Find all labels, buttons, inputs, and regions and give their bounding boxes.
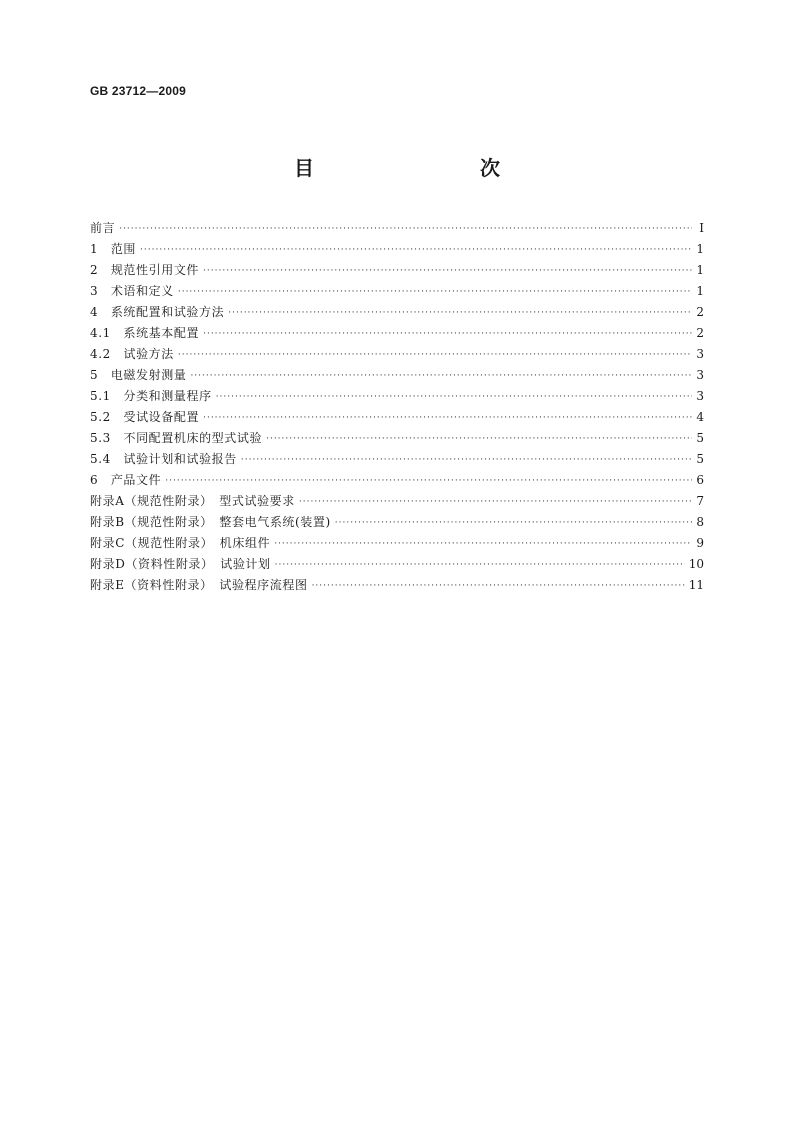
toc-entry-2[interactable]	[90, 260, 704, 281]
toc-page-number: 3	[696, 368, 704, 382]
toc-leader-dots	[165, 471, 692, 492]
toc-entry-4-1[interactable]	[90, 323, 704, 344]
toc-label: 5.1 分类和测量程序	[90, 389, 212, 403]
toc-page-number: Ⅰ	[699, 221, 704, 235]
toc-leader-dots	[203, 408, 692, 429]
toc-label: 附录E（资料性附录） 试验程序流程图	[90, 578, 308, 592]
toc-page-number: 3	[696, 347, 704, 361]
toc-label: 4.1 系统基本配置	[90, 326, 200, 340]
toc-entry-6[interactable]	[90, 470, 704, 491]
toc-page-number: 5	[696, 431, 704, 445]
toc-leader-dots	[228, 303, 692, 324]
toc-label: 5 电磁发射测量	[90, 368, 187, 382]
table-of-contents	[90, 218, 704, 596]
toc-label: 附录C（规范性附录） 机床组件	[90, 536, 271, 550]
toc-leader-dots	[178, 282, 692, 303]
toc-label: 6 产品文件	[90, 473, 162, 487]
toc-page-number: 1	[696, 263, 704, 277]
toc-page-number: 1	[696, 242, 704, 256]
toc-entry-appendix-a[interactable]	[90, 491, 704, 512]
toc-leader-dots	[312, 576, 685, 597]
toc-entry-appendix-b[interactable]	[90, 512, 704, 533]
toc-page-number: 2	[696, 326, 704, 340]
toc-leader-dots	[275, 555, 685, 576]
toc-entry-appendix-d[interactable]	[90, 554, 704, 575]
toc-label: 2 规范性引用文件	[90, 263, 200, 277]
toc-leader-dots	[216, 387, 692, 408]
toc-page-number: 2	[696, 305, 704, 319]
toc-entry-3[interactable]	[90, 281, 704, 302]
toc-label: 5.2 受试设备配置	[90, 410, 200, 424]
toc-label: 5.3 不同配置机床的型式试验	[90, 431, 263, 445]
toc-leader-dots	[266, 429, 692, 450]
toc-label: 附录D（资料性附录） 试验计划	[90, 557, 271, 571]
toc-entry-1[interactable]	[90, 239, 704, 260]
toc-leader-dots	[119, 219, 692, 240]
toc-page-number: 1	[696, 284, 704, 298]
toc-entry-5[interactable]	[90, 365, 704, 386]
toc-page-number: 3	[696, 389, 704, 403]
toc-leader-dots	[299, 492, 692, 513]
toc-page-number: 10	[688, 557, 704, 571]
toc-entry-4-2[interactable]	[90, 344, 704, 365]
toc-leader-dots	[203, 324, 692, 345]
toc-leader-dots	[140, 240, 692, 261]
toc-leader-dots	[178, 345, 692, 366]
toc-page-number: 9	[696, 536, 704, 550]
toc-entry-5-4[interactable]	[90, 449, 704, 470]
toc-page-number: 6	[696, 473, 704, 487]
toc-leader-dots	[190, 366, 692, 387]
toc-label: 5.4 试验计划和试验报告	[90, 452, 237, 466]
standard-code: GB 23712—2009	[90, 84, 186, 98]
toc-entry-5-1[interactable]	[90, 386, 704, 407]
toc-label: 3 术语和定义	[90, 284, 174, 298]
toc-entry-4[interactable]	[90, 302, 704, 323]
toc-leader-dots	[335, 513, 692, 534]
toc-page-number: 5	[696, 452, 704, 466]
toc-label: 附录A（规范性附录） 型式试验要求	[90, 494, 295, 508]
toc-entry-appendix-e[interactable]	[90, 575, 704, 596]
toc-label: 4 系统配置和试验方法	[90, 305, 225, 319]
toc-page-number: 11	[688, 578, 704, 592]
toc-page-number: 8	[696, 515, 704, 529]
toc-page-number: 7	[696, 494, 704, 508]
toc-entry-5-3[interactable]	[90, 428, 704, 449]
page-title: 目 次	[294, 156, 542, 180]
toc-leader-dots	[203, 261, 692, 282]
toc-entry-foreword[interactable]	[90, 218, 704, 239]
toc-page-number: 4	[696, 410, 704, 424]
toc-label: 前言	[90, 221, 116, 235]
toc-leader-dots	[274, 534, 692, 555]
toc-entry-5-2[interactable]	[90, 407, 704, 428]
toc-label: 附录B（规范性附录） 整套电气系统(装置)	[90, 515, 331, 529]
toc-label: 1 范围	[90, 242, 137, 256]
toc-entry-appendix-c[interactable]	[90, 533, 704, 554]
toc-leader-dots	[241, 450, 692, 471]
toc-label: 4.2 试验方法	[90, 347, 174, 361]
